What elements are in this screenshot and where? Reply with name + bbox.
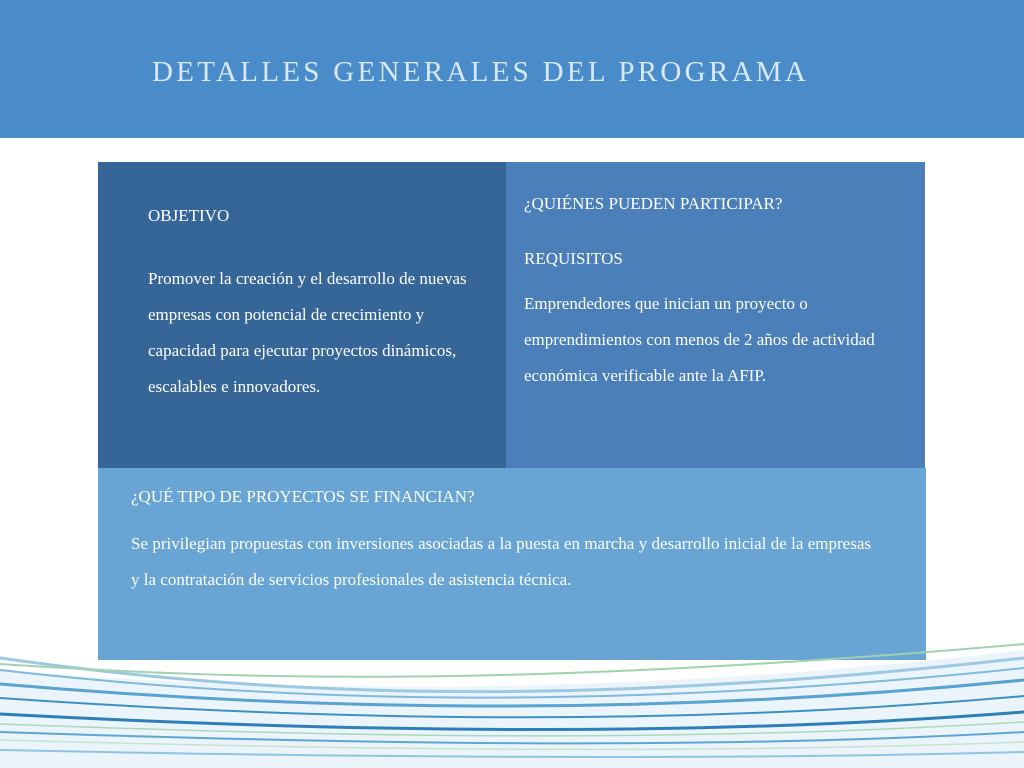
proyectos-panel <box>98 468 926 660</box>
objetivo-panel <box>98 162 506 468</box>
requisitos-text: Emprendedores que inician un proyecto o emprendimientos con menos de 2 años de actividad económica verificable ante la AFIP. <box>524 294 875 385</box>
header-banner <box>0 0 1024 138</box>
decorative-waves <box>0 640 1024 768</box>
proyectos-text: Se privilegian propuestas con inversiones asociadas a la puesta en marcha y desarrollo inicial de la empresas y la contratación de servicios profesionales de asistencia técnica. <box>131 534 871 589</box>
slide-title: DETALLES GENERALES DEL PROGRAMA <box>152 56 810 88</box>
objetivo-text: Promover la creación y el desarrollo de nuevas empresas con potencial de crecimiento y capacidad para ejecutar proyectos dinámicos, escalables e innovadores. <box>148 269 467 396</box>
participantes-heading: ¿QUIÉNES PUEDEN PARTICIPAR? <box>524 194 783 213</box>
objetivo-heading: OBJETIVO <box>148 206 230 225</box>
requisitos-heading: REQUISITOS <box>524 249 623 268</box>
participantes-panel <box>506 162 925 468</box>
proyectos-heading: ¿QUÉ TIPO DE PROYECTOS SE FINANCIAN? <box>131 487 475 506</box>
